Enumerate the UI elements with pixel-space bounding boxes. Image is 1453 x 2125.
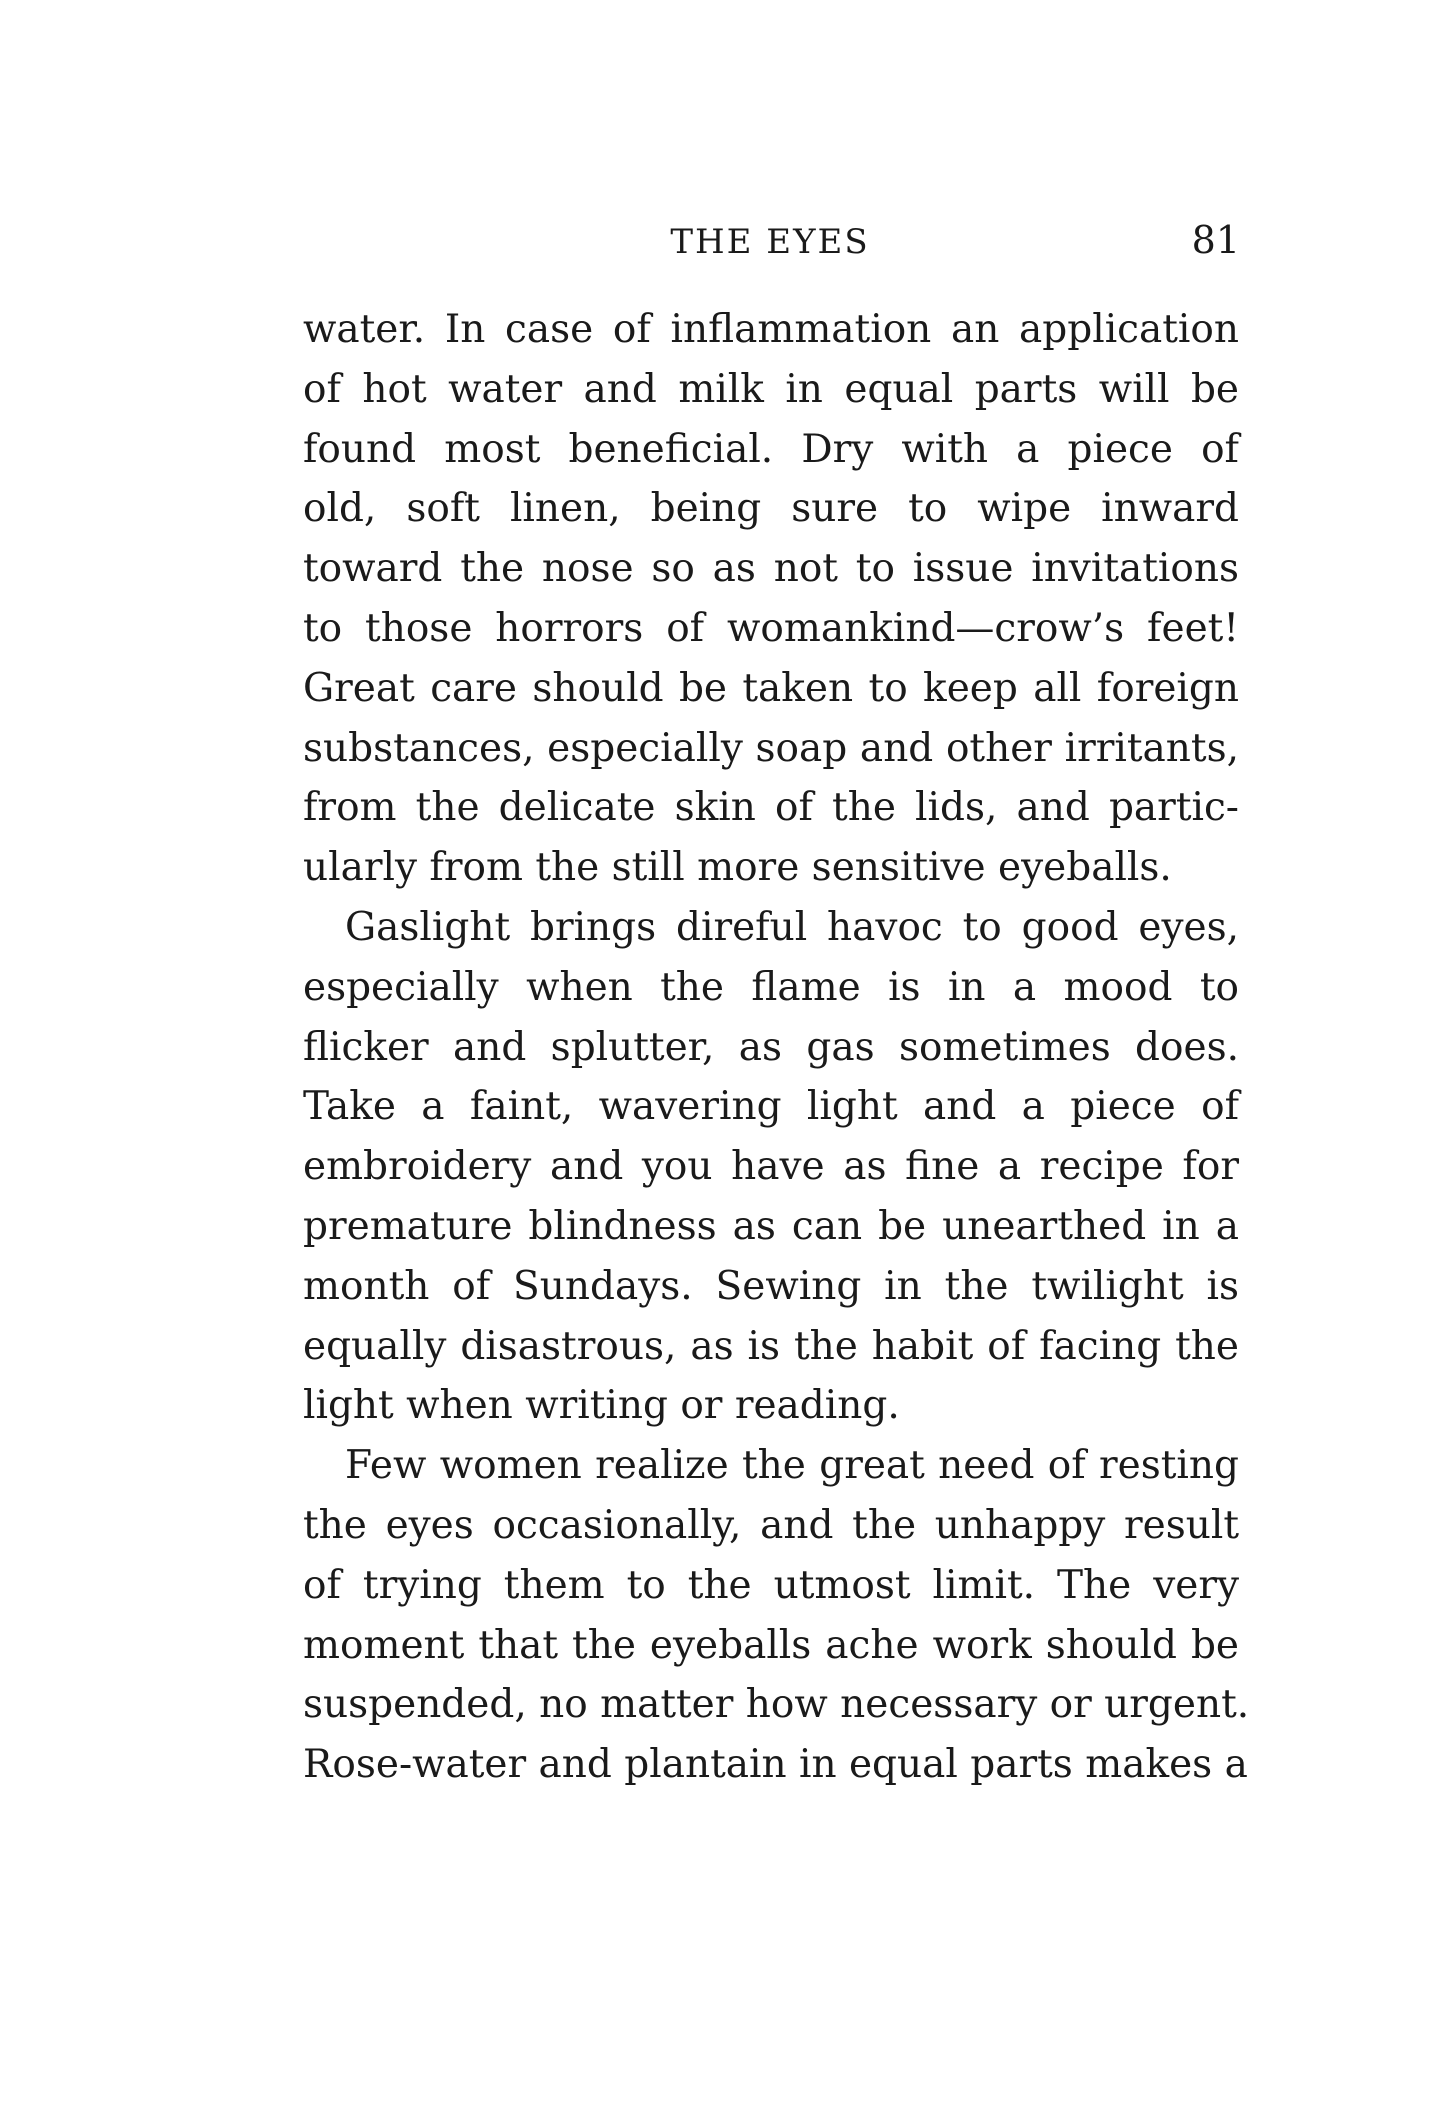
text-line: light when writing or reading. — [303, 1383, 900, 1429]
text-line: of trying them to the utmost limit. The very — [303, 1562, 1239, 1608]
text-line: moment that the eyeballs ache work should be — [303, 1622, 1239, 1668]
paragraph-2 — [303, 898, 1239, 1436]
text-line: equally disastrous, as is the habit of facing the — [303, 1323, 1239, 1369]
text-line: the eyes occasionally, and the unhappy result — [303, 1502, 1239, 1548]
text-line: toward the nose so as not to issue invitations — [303, 546, 1239, 592]
body-text — [303, 300, 1250, 1795]
text-line: Great care should be taken to keep all foreign — [303, 665, 1239, 711]
text-line: Rose-water and plantain in equal parts makes a — [303, 1742, 1248, 1788]
page-number: 81 — [1191, 218, 1240, 262]
text-line: especially when the flame is in a mood to — [303, 964, 1239, 1010]
paragraph-3 — [303, 1436, 1250, 1795]
text-line: flicker and splutter, as gas sometimes does. — [303, 1024, 1239, 1070]
text-line: embroidery and you have as fine a recipe for — [303, 1144, 1239, 1190]
text-line: found most beneficial. Dry with a piece of — [303, 426, 1239, 472]
text-line: water. In case of inflammation an application — [303, 307, 1239, 352]
paragraph-1 — [303, 300, 1239, 898]
text-line: from the delicate skin of the lids, and partic- — [303, 785, 1239, 831]
text-line: month of Sundays. Sewing in the twilight is — [303, 1263, 1239, 1309]
text-line: Gaslight brings direful havoc to good eyes, — [345, 904, 1239, 950]
text-line: Few women realize the great need of resting — [345, 1443, 1239, 1489]
text-line: Take a faint, wavering light and a piece of — [303, 1084, 1239, 1130]
running-title: THE EYES — [670, 222, 870, 262]
text-line: premature blindness as can be unearthed in a — [303, 1203, 1239, 1249]
text-line: old, soft linen, being sure to wipe inward — [303, 486, 1239, 532]
text-line: substances, especially soap and other irritants, — [303, 725, 1239, 771]
text-line: to those horrors of womankind—crow’s feet! — [303, 605, 1239, 651]
text-line: ularly from the still more sensitive eyeballs. — [303, 845, 1172, 891]
running-head — [300, 218, 1240, 268]
text-line: suspended, no matter how necessary or urgent. — [303, 1682, 1250, 1728]
text-line: of hot water and milk in equal parts will be — [303, 366, 1239, 412]
